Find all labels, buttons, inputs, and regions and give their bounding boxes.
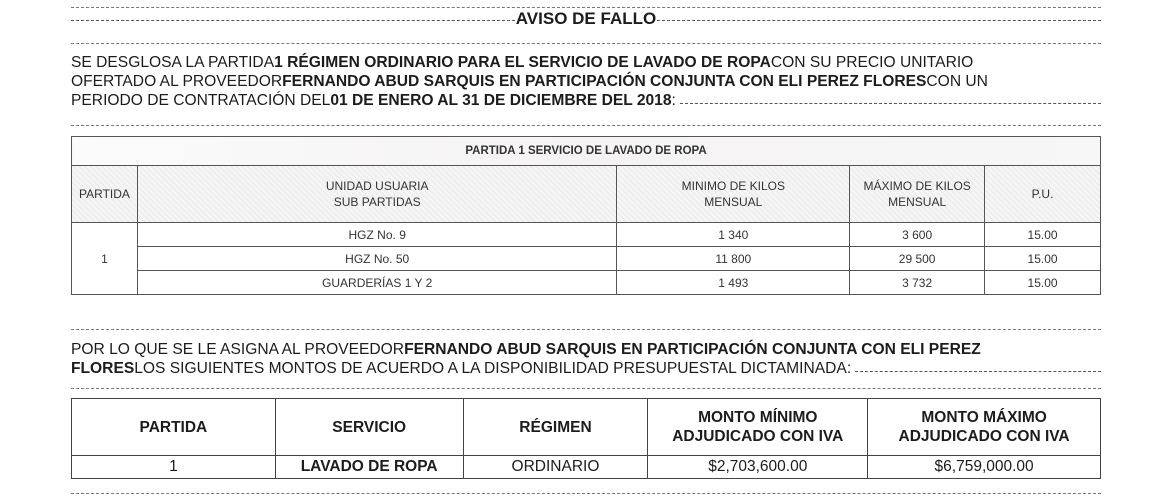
- intro-text: :: [671, 92, 676, 109]
- col-header-partida: PARTIDA: [72, 166, 138, 223]
- header-text: MÁXIMO DE KILOS: [863, 179, 971, 193]
- assign-text: LOS SIGUIENTES MONTOS DE ACUERDO A LA DISPONIBILIDAD PRESUPUESTAL DICTAMINADA:: [134, 360, 852, 377]
- partida-cell: 1: [72, 223, 138, 295]
- provider-name: FLORES: [71, 360, 135, 377]
- monto-minimo-cell: $2,703,600.00: [648, 456, 868, 479]
- intro-text: CON UN: [926, 73, 988, 90]
- page-title: AVISO DE FALLO: [515, 9, 657, 28]
- intro-line-3: [71, 91, 1101, 110]
- table-caption: PARTIDA 1 SERVICIO DE LAVADO DE ROPA: [72, 137, 1101, 166]
- col-header-servicio: SERVICIO: [275, 399, 463, 456]
- minimo-cell: 1 493: [617, 271, 850, 295]
- col-header-minimo: [617, 166, 850, 223]
- bottom-dashed-rule: [71, 493, 1101, 494]
- table-header-row: [72, 399, 1101, 456]
- header-text: MENSUAL: [704, 195, 763, 209]
- pu-cell: 15.00: [985, 247, 1101, 271]
- dashed-fill: [680, 103, 1101, 104]
- pu-cell: 15.00: [985, 271, 1101, 295]
- header-text: MINIMO DE KILOS: [681, 179, 785, 193]
- table-caption-row: [72, 137, 1101, 166]
- assign-line-2: [71, 359, 1101, 378]
- col-header-partida: PARTIDA: [72, 399, 276, 456]
- col-header-maximo: [850, 166, 985, 223]
- table-row: [72, 456, 1101, 479]
- col-header-monto-minimo: [648, 399, 868, 456]
- unidad-cell: HGZ No. 9: [137, 223, 616, 247]
- header-text: ADJUDICADO CON IVA: [898, 428, 1070, 445]
- dashed-rule: [71, 125, 1101, 126]
- intro-line-2: [71, 72, 1106, 91]
- col-header-regimen: RÉGIMEN: [463, 399, 648, 456]
- maximo-cell: 3 600: [850, 223, 985, 247]
- header-text: MONTO MÁXIMO: [921, 409, 1047, 426]
- intro-paragraph: [71, 53, 1106, 110]
- dashed-rule: [71, 43, 1101, 44]
- pu-cell: 15.00: [985, 223, 1101, 247]
- maximo-cell: 3 732: [850, 271, 985, 295]
- table-row: [72, 247, 1101, 271]
- header-text: MONTO MÍNIMO: [698, 409, 818, 426]
- title-left-dashes: [71, 20, 515, 21]
- header-text: ADJUDICADO CON IVA: [672, 428, 844, 445]
- partida-cell: 1: [72, 456, 276, 479]
- unidad-cell: GUARDERÍAS 1 Y 2: [137, 271, 616, 295]
- header-text: SUB PARTIDAS: [333, 195, 421, 209]
- assign-line-1: [71, 340, 1106, 359]
- provider-name: FERNANDO ABUD SARQUIS EN PARTICIPACIÓN CONJUNTA CON ELI PEREZ FLORES: [282, 73, 927, 90]
- dashed-fill: [855, 371, 1101, 372]
- servicio-cell: LAVADO DE ROPA: [275, 456, 463, 479]
- dashed-rule: [71, 388, 1101, 389]
- col-header-monto-maximo: [868, 399, 1101, 456]
- monto-maximo-cell: $6,759,000.00: [868, 456, 1101, 479]
- maximo-cell: 29 500: [850, 247, 985, 271]
- intro-bold-text: 1 RÉGIMEN ORDINARIO PARA EL SERVICIO DE LAVADO DE ROPA: [274, 54, 771, 71]
- intro-text: OFERTADO AL PROVEEDOR: [71, 73, 283, 90]
- col-header-unidad: [137, 166, 616, 223]
- intro-line-1: [71, 53, 1106, 72]
- table-row: [72, 271, 1101, 295]
- award-table: [71, 398, 1101, 479]
- provider-name: FERNANDO ABUD SARQUIS EN PARTICIPACIÓN CONJUNTA CON ELI PEREZ: [404, 341, 981, 358]
- intro-text: SE DESGLOSA LA PARTIDA: [71, 54, 275, 71]
- minimo-cell: 11 800: [617, 247, 850, 271]
- dashed-rule: [71, 329, 1101, 330]
- table-row: [72, 223, 1101, 247]
- assign-paragraph: [71, 340, 1106, 378]
- intro-text: CON SU PRECIO UNITARIO: [770, 54, 974, 71]
- assign-text: POR LO QUE SE LE ASIGNA AL PROVEEDOR: [71, 341, 405, 358]
- minimo-cell: 1 340: [617, 223, 850, 247]
- header-text: MENSUAL: [888, 195, 947, 209]
- intro-text: PERIODO DE CONTRATACIÓN DEL: [71, 92, 331, 109]
- table-header-row: [72, 166, 1101, 223]
- title-line: [71, 8, 1101, 30]
- regimen-cell: ORDINARIO: [463, 456, 648, 479]
- header-text: UNIDAD USUARIA: [325, 179, 429, 193]
- kilos-table: [71, 136, 1101, 295]
- col-header-pu: P.U.: [985, 166, 1101, 223]
- unidad-cell: HGZ No. 50: [137, 247, 616, 271]
- title-right-dashes: [657, 20, 1101, 21]
- contract-period: 01 DE ENERO AL 31 DE DICIEMBRE DEL 2018: [330, 92, 672, 109]
